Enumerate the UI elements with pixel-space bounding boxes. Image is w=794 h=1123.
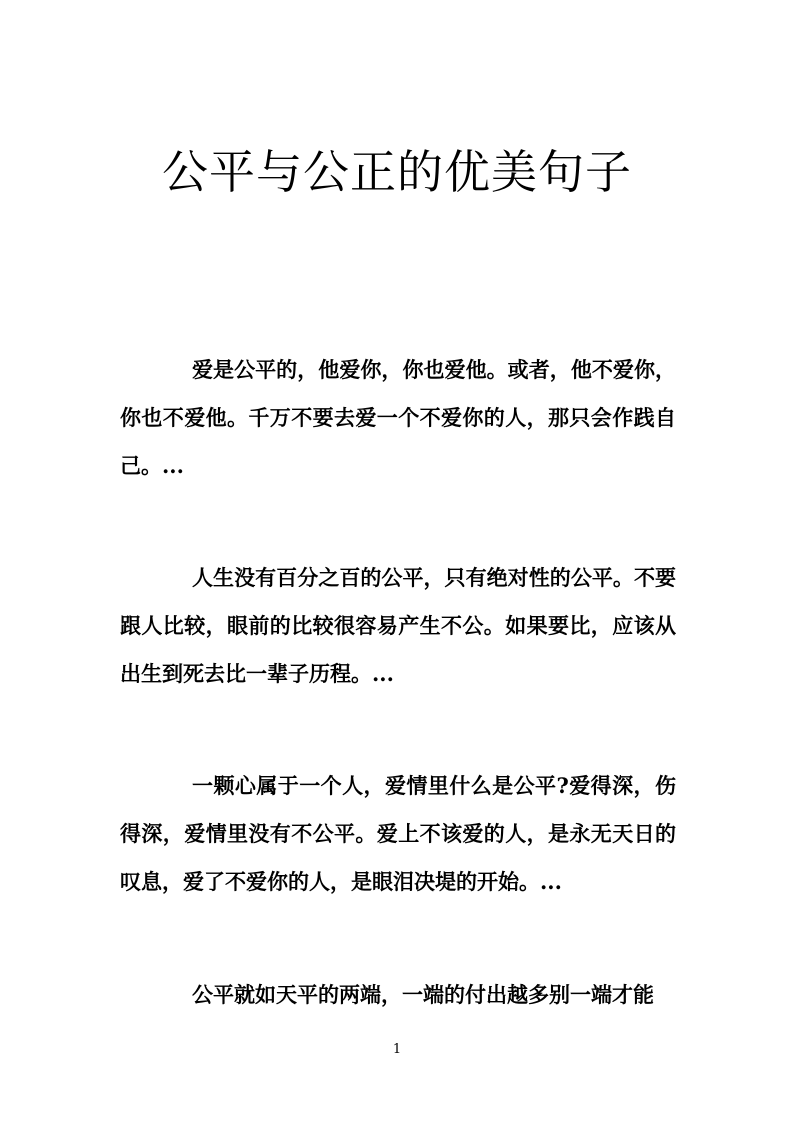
paragraph-4: 公平就如天平的两端，一端的付出越多别一端才能 bbox=[192, 982, 654, 1007]
paragraph-3: 一颗心属于一个人，爱情里什么是公平?爱得深，伤得深，爱情里没有不公平。爱上不该爱的人，是永无天日的叹息，爱了不爱你的人，是眼泪决堤的开始。... bbox=[120, 773, 676, 894]
paragraph-1: 爱是公平的，他爱你，你也爱他。或者，他不爱你，你也不爱他。千万不要去爱一个不爱你的人，那只会作践自己。... bbox=[120, 357, 676, 478]
document-title: 公平与公正的优美句子 bbox=[162, 145, 632, 199]
paragraph-2: 人生没有百分之百的公平，只有绝对性的公平。不要跟人比较，眼前的比较很容易产生不公。如果要比，应该从出生到死去比一辈子历程。... bbox=[120, 565, 676, 686]
page-number: 1 bbox=[392, 1042, 402, 1057]
